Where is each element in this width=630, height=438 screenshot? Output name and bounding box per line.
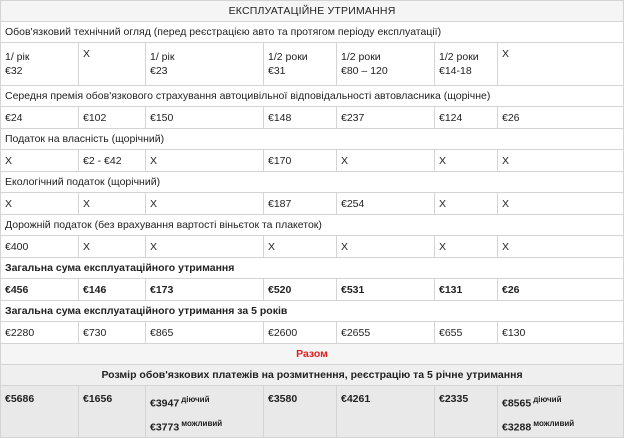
eco-tax-cell: X xyxy=(498,193,624,215)
road-tax-cell: X xyxy=(146,236,264,258)
inspection-cell-5: 1/2 роки €80 – 120 xyxy=(337,43,435,86)
inspection-cell-4: 1/2 роки €31 xyxy=(264,43,337,86)
property-tax-cell: X xyxy=(1,150,79,172)
total-5-years-cell: €865 xyxy=(146,322,264,344)
total-5-years-label: Загальна сума експлуатаційного утримання за 5 років xyxy=(1,301,624,322)
summary-title: Разом xyxy=(1,344,624,365)
eco-tax-cell: X xyxy=(79,193,146,215)
inspection-cell-6: 1/2 роки €14-18 xyxy=(435,43,498,86)
total-5-years-cell: €655 xyxy=(435,322,498,344)
insurance-cell: €150 xyxy=(146,107,264,129)
total-5-years-cell: €2280 xyxy=(1,322,79,344)
property-tax-cell: X xyxy=(146,150,264,172)
summary-cell-3: €3947 $^{діючий}$ €3773 $^{можливий}$ xyxy=(146,386,264,438)
total-cell: €531 xyxy=(337,279,435,301)
property-tax-label: Податок на власність (щорічний) xyxy=(1,129,624,150)
total-cell: €26 xyxy=(498,279,624,301)
road-tax-cell: X xyxy=(498,236,624,258)
summary-cell-6: €2335 xyxy=(435,386,498,438)
summary-subtitle: Розмір обов'язкових платежів на розмитнення, реєстрацію та 5 річне утримання xyxy=(1,365,624,386)
current-note: діючий xyxy=(181,395,210,404)
insurance-cell: €237 xyxy=(337,107,435,129)
total-cell: €173 xyxy=(146,279,264,301)
insurance-cell: €26 xyxy=(498,107,624,129)
total-values-row xyxy=(1,279,624,301)
inspection-cell-1: 1/ рік €32 xyxy=(1,43,79,86)
property-tax-cell: X xyxy=(337,150,435,172)
table-title: ЕКСПЛУАТАЦІЙНЕ УТРИМАННЯ xyxy=(1,1,624,22)
inspection-values-row xyxy=(1,43,624,86)
road-tax-cell: €400 xyxy=(1,236,79,258)
property-tax-cell: €170 xyxy=(264,150,337,172)
road-tax-cell: X xyxy=(337,236,435,258)
total-cell: €456 xyxy=(1,279,79,301)
total-5-years-cell: €730 xyxy=(79,322,146,344)
road-tax-cell: X xyxy=(264,236,337,258)
eco-tax-cell: €187 xyxy=(264,193,337,215)
inspection-cell-7: X xyxy=(498,43,624,86)
total-5-years-values-row xyxy=(1,322,624,344)
total-cell: €146 xyxy=(79,279,146,301)
summary-cell-4: €3580 xyxy=(264,386,337,438)
property-tax-cell: X xyxy=(435,150,498,172)
current-note: діючий xyxy=(533,395,562,404)
possible-note: можливий xyxy=(533,418,575,428)
summary-cell-1: €5686 xyxy=(1,386,79,438)
eco-tax-cell: €254 xyxy=(337,193,435,215)
total-cell: €520 xyxy=(264,279,337,301)
eco-tax-values-row xyxy=(1,193,624,215)
eco-tax-cell: X xyxy=(146,193,264,215)
summary-cell-5: €4261 xyxy=(337,386,435,438)
road-tax-cell: X xyxy=(79,236,146,258)
road-tax-label: Дорожній податок (без врахування вартості віньєток та плакеток) xyxy=(1,215,624,236)
insurance-cell: €102 xyxy=(79,107,146,129)
total-5-years-cell: €130 xyxy=(498,322,624,344)
property-tax-cell: X xyxy=(498,150,624,172)
possible-note: можливий xyxy=(181,418,223,428)
eco-tax-label: Екологічний податок (щорічний) xyxy=(1,172,624,193)
total-cell: €131 xyxy=(435,279,498,301)
summary-values-row xyxy=(1,386,624,438)
road-tax-values-row xyxy=(1,236,624,258)
insurance-label: Середня премія обов'язкового страхування автоцивільної відповідальності автовласника (щорічне) xyxy=(1,86,624,107)
total-5-years-cell: €2655 xyxy=(337,322,435,344)
inspection-cell-2: X xyxy=(79,43,146,86)
property-tax-values-row xyxy=(1,150,624,172)
insurance-values-row xyxy=(1,107,624,129)
total-label: Загальна сума експлуатаційного утримання xyxy=(1,258,624,279)
summary-cell-2: €1656 xyxy=(79,386,146,438)
road-tax-cell: X xyxy=(435,236,498,258)
summary-cell-7: €8565 $^{діючий}$ €3288 $^{можливий}$ xyxy=(498,386,624,438)
insurance-cell: €124 xyxy=(435,107,498,129)
property-tax-cell: €2 - €42 xyxy=(79,150,146,172)
insurance-cell: €148 xyxy=(264,107,337,129)
eco-tax-cell: X xyxy=(1,193,79,215)
insurance-cell: €24 xyxy=(1,107,79,129)
eco-tax-cell: X xyxy=(435,193,498,215)
inspection-cell-3: 1/ рік €23 xyxy=(146,43,264,86)
total-5-years-cell: €2600 xyxy=(264,322,337,344)
inspection-label: Обов'язковий технічний огляд (перед реєстрацією авто та протягом періоду експлуатації) xyxy=(1,22,624,43)
